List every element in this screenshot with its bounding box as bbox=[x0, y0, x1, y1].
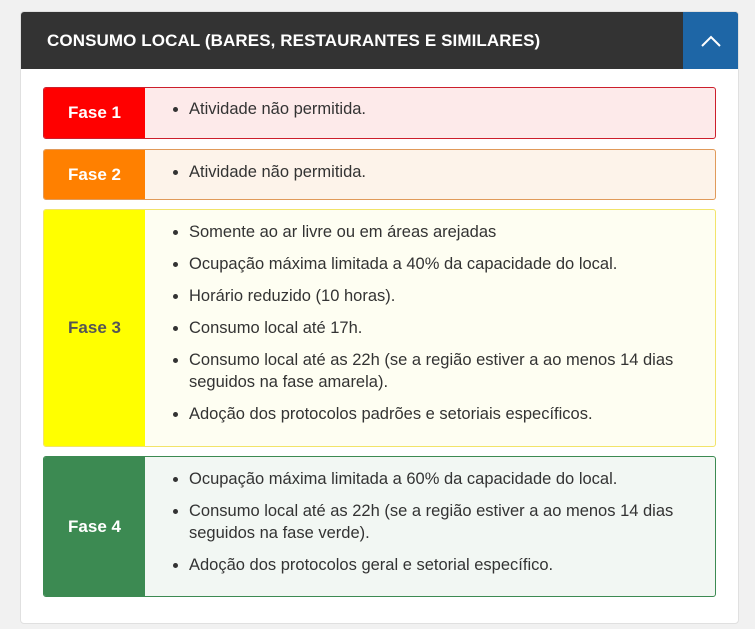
section-title: CONSUMO LOCAL (BARES, RESTAURANTES E SIMILARES) bbox=[47, 31, 541, 50]
list-item: • Somente ao ar livre ou em áreas arejadas bbox=[189, 221, 715, 243]
phase-2-label: Fase 2 bbox=[44, 150, 145, 199]
phase-1-rules bbox=[145, 88, 715, 138]
phase-3-label: Fase 3 bbox=[44, 210, 145, 446]
list-item: • Atividade não permitida. bbox=[189, 98, 715, 120]
list-item: • Ocupação máxima limitada a 40% da capacidade do local. bbox=[189, 253, 715, 275]
phase-1-row bbox=[43, 87, 716, 139]
list-item: • Adoção dos protocolos padrões e setoriais específicos. bbox=[189, 403, 715, 425]
chevron-up-icon bbox=[700, 34, 722, 48]
accordion-header[interactable] bbox=[21, 12, 738, 69]
list-item: • Consumo local até as 22h (se a região estiver a ao menos 14 dias seguidos na fase verde). bbox=[189, 500, 715, 544]
list-item: • Adoção dos protocolos geral e setorial específico. bbox=[189, 554, 715, 576]
phase-3-rules bbox=[145, 210, 715, 446]
phase-1-label: Fase 1 bbox=[44, 88, 145, 138]
phase-3-row bbox=[43, 209, 716, 447]
phase-4-label: Fase 4 bbox=[44, 457, 145, 596]
phase-4-rules bbox=[145, 457, 715, 596]
list-item: • Consumo local até 17h. bbox=[189, 317, 715, 339]
collapse-toggle-button[interactable] bbox=[683, 12, 738, 69]
restrictions-card bbox=[20, 11, 739, 624]
phase-2-rules bbox=[145, 150, 715, 199]
list-item: • Ocupação máxima limitada a 60% da capacidade do local. bbox=[189, 468, 715, 490]
list-item: • Consumo local até as 22h (se a região estiver a ao menos 14 dias seguidos na fase amarela). bbox=[189, 349, 715, 393]
list-item: • Atividade não permitida. bbox=[189, 161, 715, 183]
phase-2-row bbox=[43, 149, 716, 200]
phase-4-row bbox=[43, 456, 716, 597]
list-item: • Horário reduzido (10 horas). bbox=[189, 285, 715, 307]
